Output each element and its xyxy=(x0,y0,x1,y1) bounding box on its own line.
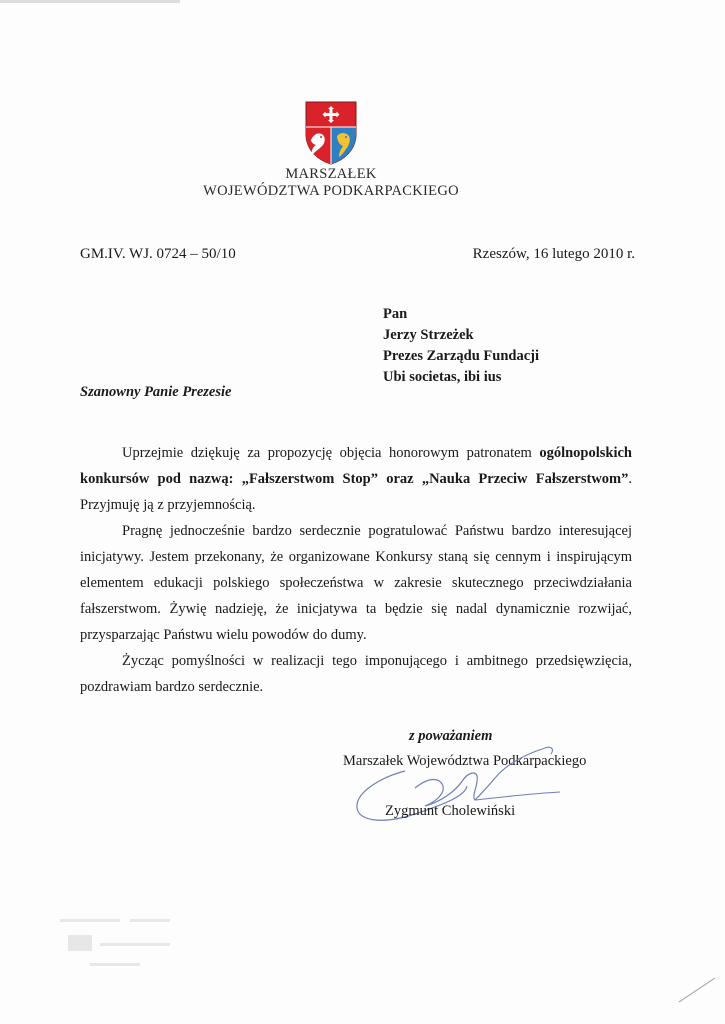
reference-number: GM.IV. WJ. 0724 – 50/10 xyxy=(80,246,236,262)
recipient-line-3: Prezes Zarządu Fundacji xyxy=(383,348,539,364)
body-paragraph-2: Pragnę jednocześnie bardzo serdecznie pogratulować Państwu bardzo interesującej inicjatywy. Jestem przekonany, że organizowane Konkursy staną się cennym i inspirującym elementem edukacji polskiego społeczeństwa w zakresie skutecznego przeciwdziałania fałszerstwom. Żywię nadzieję, że inicjatywa ta będzie się nadal dynamicznie rozwijać, przysparzając Państwu wielu powodów do dumy. xyxy=(80,523,632,643)
letter-date: Rzeszów, 16 lutego 2010 r. xyxy=(472,246,635,262)
body-paragraph-1 xyxy=(80,440,632,518)
issuer-line-2: WOJEWÓDZTWA PODKARPACKIEGO xyxy=(203,183,459,199)
signer-title: Marszałek Województwa Podkarpackiego xyxy=(343,753,587,769)
scan-edge-mark xyxy=(0,0,180,3)
recipient-line-4: Ubi societas, ibi ius xyxy=(383,369,502,385)
body-paragraph-3: Życząc pomyślności w realizacji tego imponującego i ambitnego przedsięwzięcia, pozdrawiam bardzo serdecznie. xyxy=(80,653,632,695)
handwritten-signature-icon xyxy=(345,736,575,836)
competition-names: ogólnopolskich konkursów pod nazwą: „Fałszerstwom Stop” oraz „Nauka Przeciw Fałszerstwom” xyxy=(80,445,632,487)
recipient-line-1: Pan xyxy=(383,306,408,322)
salutation: Szanowny Panie Prezesie xyxy=(80,384,232,400)
coat-of-arms-icon xyxy=(304,100,358,166)
body-paragraph-1-start: Uprzejmie dziękuję za propozycję objęcia honorowym patronatem xyxy=(122,445,540,461)
body-paragraph-1-end: . Przyjmuję ją z przyjemnością. xyxy=(80,471,632,513)
recipient-line-2: Jerzy Strzeżek xyxy=(383,327,474,343)
issuer-header xyxy=(150,166,512,200)
recipient-block xyxy=(383,304,539,388)
signer-name: Zygmunt Cholewiński xyxy=(385,803,516,819)
letter-body xyxy=(80,440,632,700)
page-corner-mark xyxy=(677,974,717,1004)
show-through-marks xyxy=(60,905,260,985)
issuer-line-1: MARSZAŁEK xyxy=(285,166,377,182)
closing-phrase: z poważaniem xyxy=(409,728,493,744)
